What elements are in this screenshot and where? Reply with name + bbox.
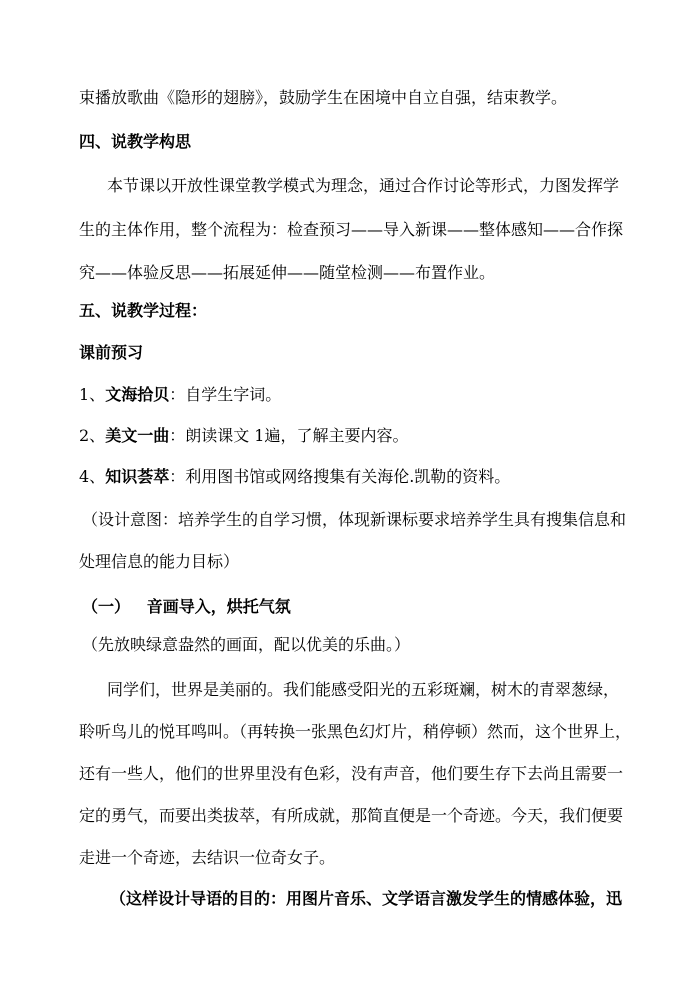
design-intent-line-2: 处理信息的能力目标）: [79, 552, 240, 571]
paragraph-intro-line-2: 聆听鸟儿的悦耳鸣叫。（再转换一张黑色幻灯片，稍停顿）然而，这个世界上，: [79, 722, 632, 741]
subsection-stage-note: （先放映绿意盎然的画面，配以优美的乐曲。）: [82, 635, 411, 654]
list-item-2: [79, 426, 408, 446]
list-item-title: 美文一曲: [105, 426, 170, 445]
section-heading-teaching-process: 五、说教学过程：: [79, 301, 208, 320]
list-item-title: 文海拾贝: [105, 385, 170, 404]
list-item-title: 知识荟萃: [105, 467, 170, 486]
subheading-preview: 课前预习: [79, 343, 144, 362]
paragraph-concept-line-3: 究——体验反思——拓展延伸——随堂检测——布置作业。: [79, 263, 496, 282]
list-item-text: ：自学生字词。: [169, 385, 282, 404]
section-heading-teaching-concept: 四、说教学构思: [79, 132, 192, 151]
paragraph-intro-line-5: 走进一个奇迹，去结识一位奇女子。: [79, 848, 336, 867]
list-item-text: ：朗读课文 1遍，了解主要内容。: [169, 426, 409, 445]
subsection-heading-intro: （一） 音画导入，烘托气氛: [82, 597, 291, 616]
paragraph-intro-line-4: 定的勇气，而要出类拔萃，有所成就，那简直便是一个奇迹。今天，我们便要: [79, 806, 624, 825]
paragraph-intro-line-3: 还有一些人，他们的世界里没有色彩，没有声音，他们要生存下去尚且需要一: [79, 764, 624, 783]
list-item-number: 1、: [79, 385, 106, 404]
text-line-closing-song: 束播放歌曲《隐形的翅膀》，鼓励学生在困境中自立自强，结束教学。: [79, 88, 568, 107]
paragraph-intro-line-1: 同学们，世界是美丽的。我们能感受阳光的五彩斑斓，树木的青翠葱绿，: [107, 680, 620, 699]
design-intent-line-1: （设计意图：培养学生的自学习惯，体现新课标要求培养学生具有搜集信息和: [82, 510, 627, 529]
list-item-number: 2、: [79, 426, 106, 445]
list-item-number: 4、: [79, 467, 106, 486]
list-item-4: [79, 467, 510, 487]
design-purpose-quote-line-1: （这样设计导语的目的：用图片音乐、文学语言激发学生的情感体验，迅: [110, 889, 623, 908]
paragraph-concept-line-1: 本节课以开放性课堂教学模式为理念，通过合作讨论等形式，力图发挥学: [107, 176, 620, 195]
list-item-1: [79, 385, 281, 405]
paragraph-concept-line-2: 生的主体作用，整个流程为：检查预习——导入新课——整体感知——合作探: [79, 220, 624, 239]
list-item-text: ：利用图书馆或网络搜集有关海伦.凯勒的资料。: [169, 467, 511, 486]
